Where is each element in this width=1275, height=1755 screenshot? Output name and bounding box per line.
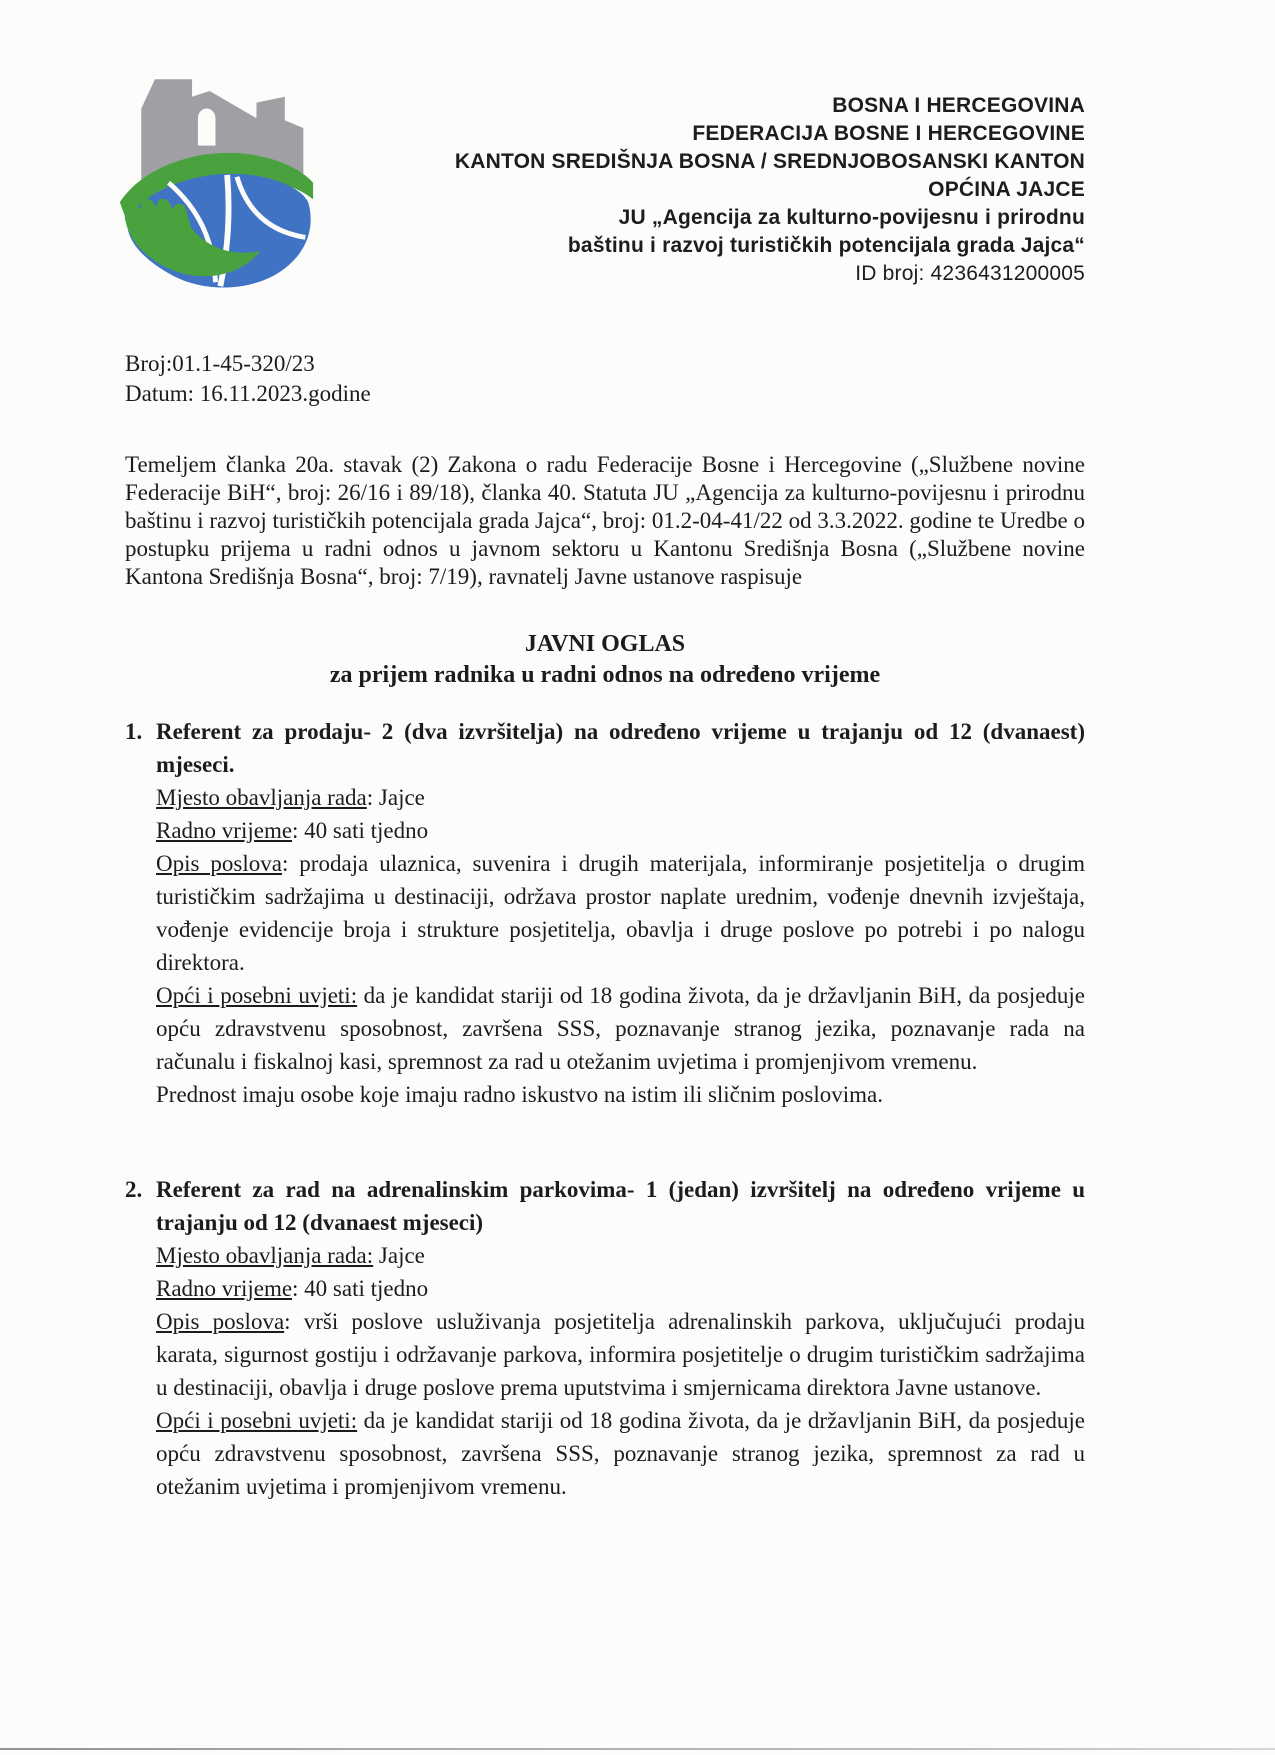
letterhead-line-municipality: OPĆINA JAJCE (928, 178, 1085, 201)
title-main: JAVNI OGLAS (524, 631, 686, 657)
reference-date: Datum: 16.11.2023.godine (125, 381, 371, 406)
reference-block (125, 349, 1085, 409)
field-label: Radno vrijeme (156, 818, 293, 843)
field-label: Opći i posebni uvjeti: (156, 983, 358, 1008)
item-body (156, 715, 1085, 1111)
scanner-edge-artifact (0, 1748, 1275, 1750)
agency-logo (112, 52, 317, 290)
document-title (125, 629, 1085, 691)
item-number: 2. (125, 1177, 143, 1202)
letterhead-line-agency-2: baštinu i razvoj turističkih potencijala grada Jajca“ (567, 234, 1085, 257)
field-label: Radno vrijeme (156, 1276, 293, 1301)
field-value: : Jajce (366, 785, 425, 810)
field-label: Opći i posebni uvjeti: (156, 1408, 358, 1433)
field-value: da je kandidat stariji od 18 godina života, da je državljanin BiH, da posjeduje opću zdravstvenu sposobnost, završena SSS, poznavanje stranog jezika, poznavanje rada na računalu i fiskalnoj kasi, spremnost za rad u otežanim uvjetima i promjenjivom vremenu. (156, 983, 1086, 1074)
letterhead-line-canton: KANTON SREDIŠNJA BOSNA / SREDNJOBOSANSKI KANTON (454, 150, 1085, 173)
field-value: : 40 sati tjedno (292, 818, 429, 843)
field-mjesto (156, 1239, 1085, 1272)
field-value: : prodaja ulaznica, suvenira i drugih materijala, informiranje posjetitelja o drugim turističkim sadržajima u destinaciji, održava prostor naplate urednim, vođenje dnevnih izvještaja, vođenje evidencije broja i strukture posjetitelja, obavlja i druge poslove po potrebi i po nalogu direktora. (156, 851, 1085, 975)
letterhead-line-agency-1: JU „Agencija za kulturno-povijesnu i prirodnu (618, 206, 1085, 229)
field-label: Mjesto obavljanja rada: (156, 1243, 374, 1268)
intro-paragraph: Temeljem članka 20a. stavak (2) Zakona o radu Federacije Bosne i Hercegovine („Službene novine Federacije BiH“, broj: 26/16 i 89/18), članka 40. Statuta JU „Agencija za kulturno-povijesnu i prirodnu baštinu i razvoj turističkih potencijala grada Jajca“, broj: 01.2-04-41/22 od 3.3.2022. godine te Uredbe o postupku prijema u radni odnos u javnom sektoru u Kantonu Središnja Bosna („Službene novine Kantona Središnja Bosna“, broj: 7/19), ravnatelj Javne ustanove raspisuje (125, 452, 1085, 589)
field-value: Prednost imaju osobe koje imaju radno iskustvo na istim ili sličnim poslovima. (156, 1082, 884, 1107)
job-items (125, 715, 1085, 1503)
job-title-2: Referent za rad na adrenalinskim parkovima- 1 (jedan) izvršitelj na određeno vrijeme u trajanju od 12 (dvanaest mjeseci) (156, 1177, 1085, 1235)
letterhead-id-number: ID broj: 4236431200005 (855, 262, 1085, 285)
item-number: 1. (125, 719, 143, 744)
letterhead-line-federation: FEDERACIJA BOSNE I HERCEGOVINE (692, 122, 1085, 145)
job-item-1 (125, 715, 1085, 1111)
letterhead (125, 52, 1085, 297)
field-value: : 40 sati tjedno (292, 1276, 429, 1301)
field-value: : vrši poslove usluživanja posjetitelja adrenalinskih parkova, uključujući prodaju karata, sigurnost gostiju i održavanje parkova, informira posjetitelje o drugim turističkim sadržajima u destinaciji, obavlja i druge poslove prema uputstvima i smjernicama direktora Javne ustanove. (156, 1309, 1086, 1400)
field-opis-poslova (156, 847, 1085, 979)
field-uvjeti (156, 1404, 1085, 1503)
field-uvjeti (156, 979, 1085, 1078)
title-subtitle: za prijem radnika u radni odnos na određeno vrijeme (329, 662, 881, 688)
field-label: Opis poslova (156, 1309, 285, 1334)
field-label: Mjesto obavljanja rada (156, 785, 367, 810)
field-value: da je kandidat stariji od 18 godina života, da je državljanin BiH, da posjeduje opću zdravstvenu sposobnost, završena SSS, poznavanje stranog jezika, spremnost za rad u otežanim uvjetima i promjenjivom vremenu. (156, 1408, 1086, 1499)
item-body (156, 1173, 1085, 1503)
field-value: Jajce (373, 1243, 425, 1268)
field-radno-vrijeme (156, 1272, 1085, 1305)
field-radno-vrijeme (156, 814, 1085, 847)
fortress-window (198, 109, 216, 146)
job-item-2 (125, 1173, 1085, 1503)
job-title-1: Referent za prodaju- 2 (dva izvršitelja) na određeno vrijeme u trajanju od 12 (dvanaest) mjeseci. (156, 719, 1085, 777)
letterhead-line-country: BOSNA I HERCEGOVINA (832, 94, 1085, 117)
letterhead-text (455, 92, 1085, 288)
reference-number: Broj:01.1-45-320/23 (125, 351, 315, 376)
field-label: Opis poslova (156, 851, 282, 876)
field-opis-poslova (156, 1305, 1085, 1404)
field-mjesto (156, 781, 1085, 814)
field-prednost (156, 1078, 1085, 1111)
